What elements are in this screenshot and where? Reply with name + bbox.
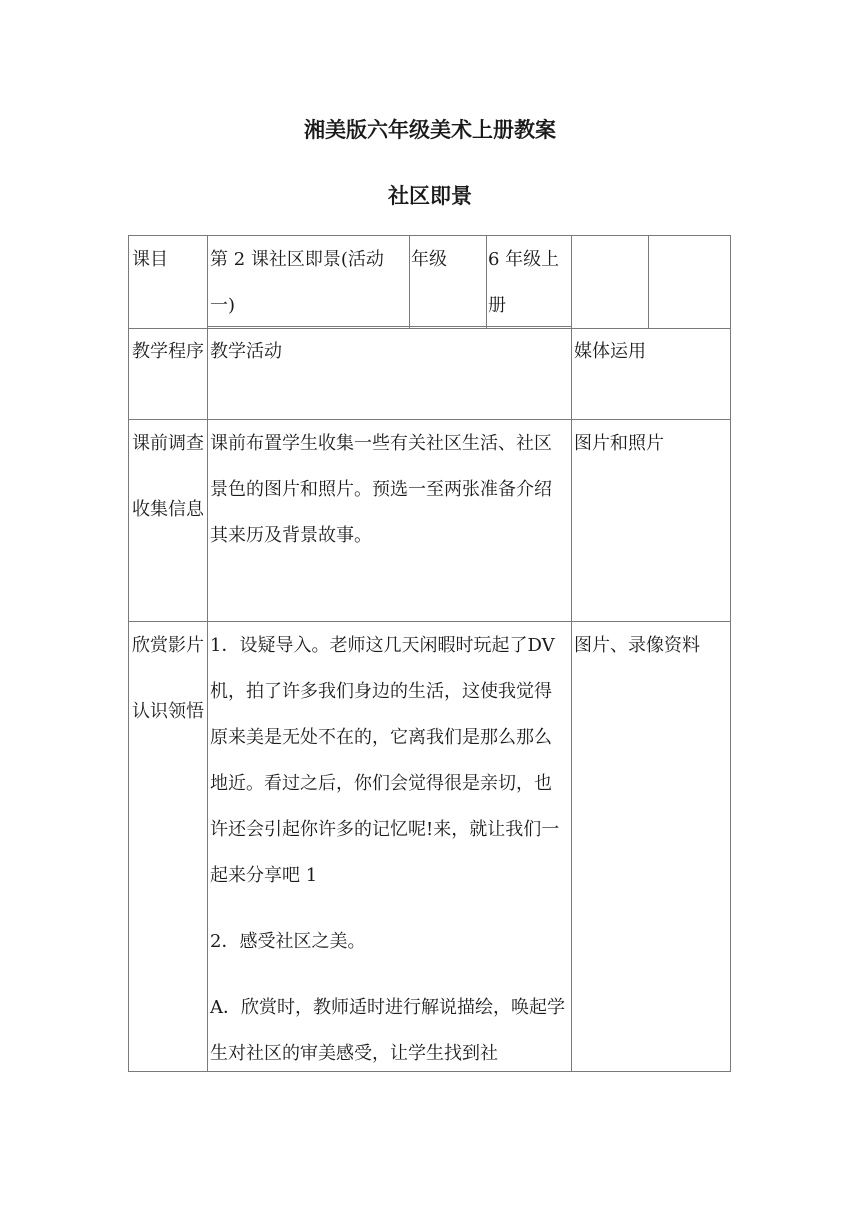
col-divider [571, 236, 572, 1071]
activity-cell: 课前布置学生收集一些有关社区生活、社区景色的图片和照片。预选一至两张准备介绍其来历及背景故事。 [210, 433, 552, 546]
stage-line: 课前调查 [132, 433, 204, 454]
row-divider [129, 621, 730, 622]
stage-cell [132, 421, 204, 533]
activity-paragraph: 2．感受社区之美。 [210, 931, 366, 952]
grade-value: 6 年级上册 [488, 249, 560, 316]
subject-label: 课目 [132, 249, 168, 270]
procedure-header: 教学程序 [132, 341, 204, 362]
stage-line: 欣赏影片 [132, 635, 204, 656]
activity-cell [210, 623, 569, 1077]
col-divider [648, 236, 649, 328]
subject-value: 第 2 课社区即景(活动一) [210, 249, 384, 316]
col-divider [207, 236, 208, 1071]
col-divider [486, 236, 487, 328]
col-divider [409, 236, 410, 328]
lesson-title: 社区即景 [388, 184, 472, 208]
document-title: 湘美版六年级美术上册教案 [304, 118, 556, 142]
media-header: 媒体运用 [574, 341, 646, 362]
stage-line: 认识领悟 [132, 701, 204, 722]
row-divider [129, 419, 730, 420]
grade-label: 年级 [411, 249, 447, 270]
media-cell: 图片、录像资料 [574, 635, 700, 656]
activity-paragraph: A．欣赏时，教师适时进行解说描绘，唤起学生对社区的审美感受，让学生找到社 [210, 997, 565, 1064]
lesson-plan-table [128, 235, 731, 1072]
activity-header: 教学活动 [210, 341, 282, 362]
stage-line: 收集信息 [132, 499, 204, 520]
media-cell: 图片和照片 [574, 433, 664, 454]
activity-paragraph: 1．设疑导入。老师这几天闲暇时玩起了DV 机，拍了许多我们身边的生活，这使我觉得原来美是无处不在的，它离我们是那么那么地近。看过之后，你们会觉得很是亲切，也许还会引起你许多的记忆呢!来，就让我们一起来分享吧 1 [210, 635, 560, 886]
stage-cell [132, 623, 204, 735]
